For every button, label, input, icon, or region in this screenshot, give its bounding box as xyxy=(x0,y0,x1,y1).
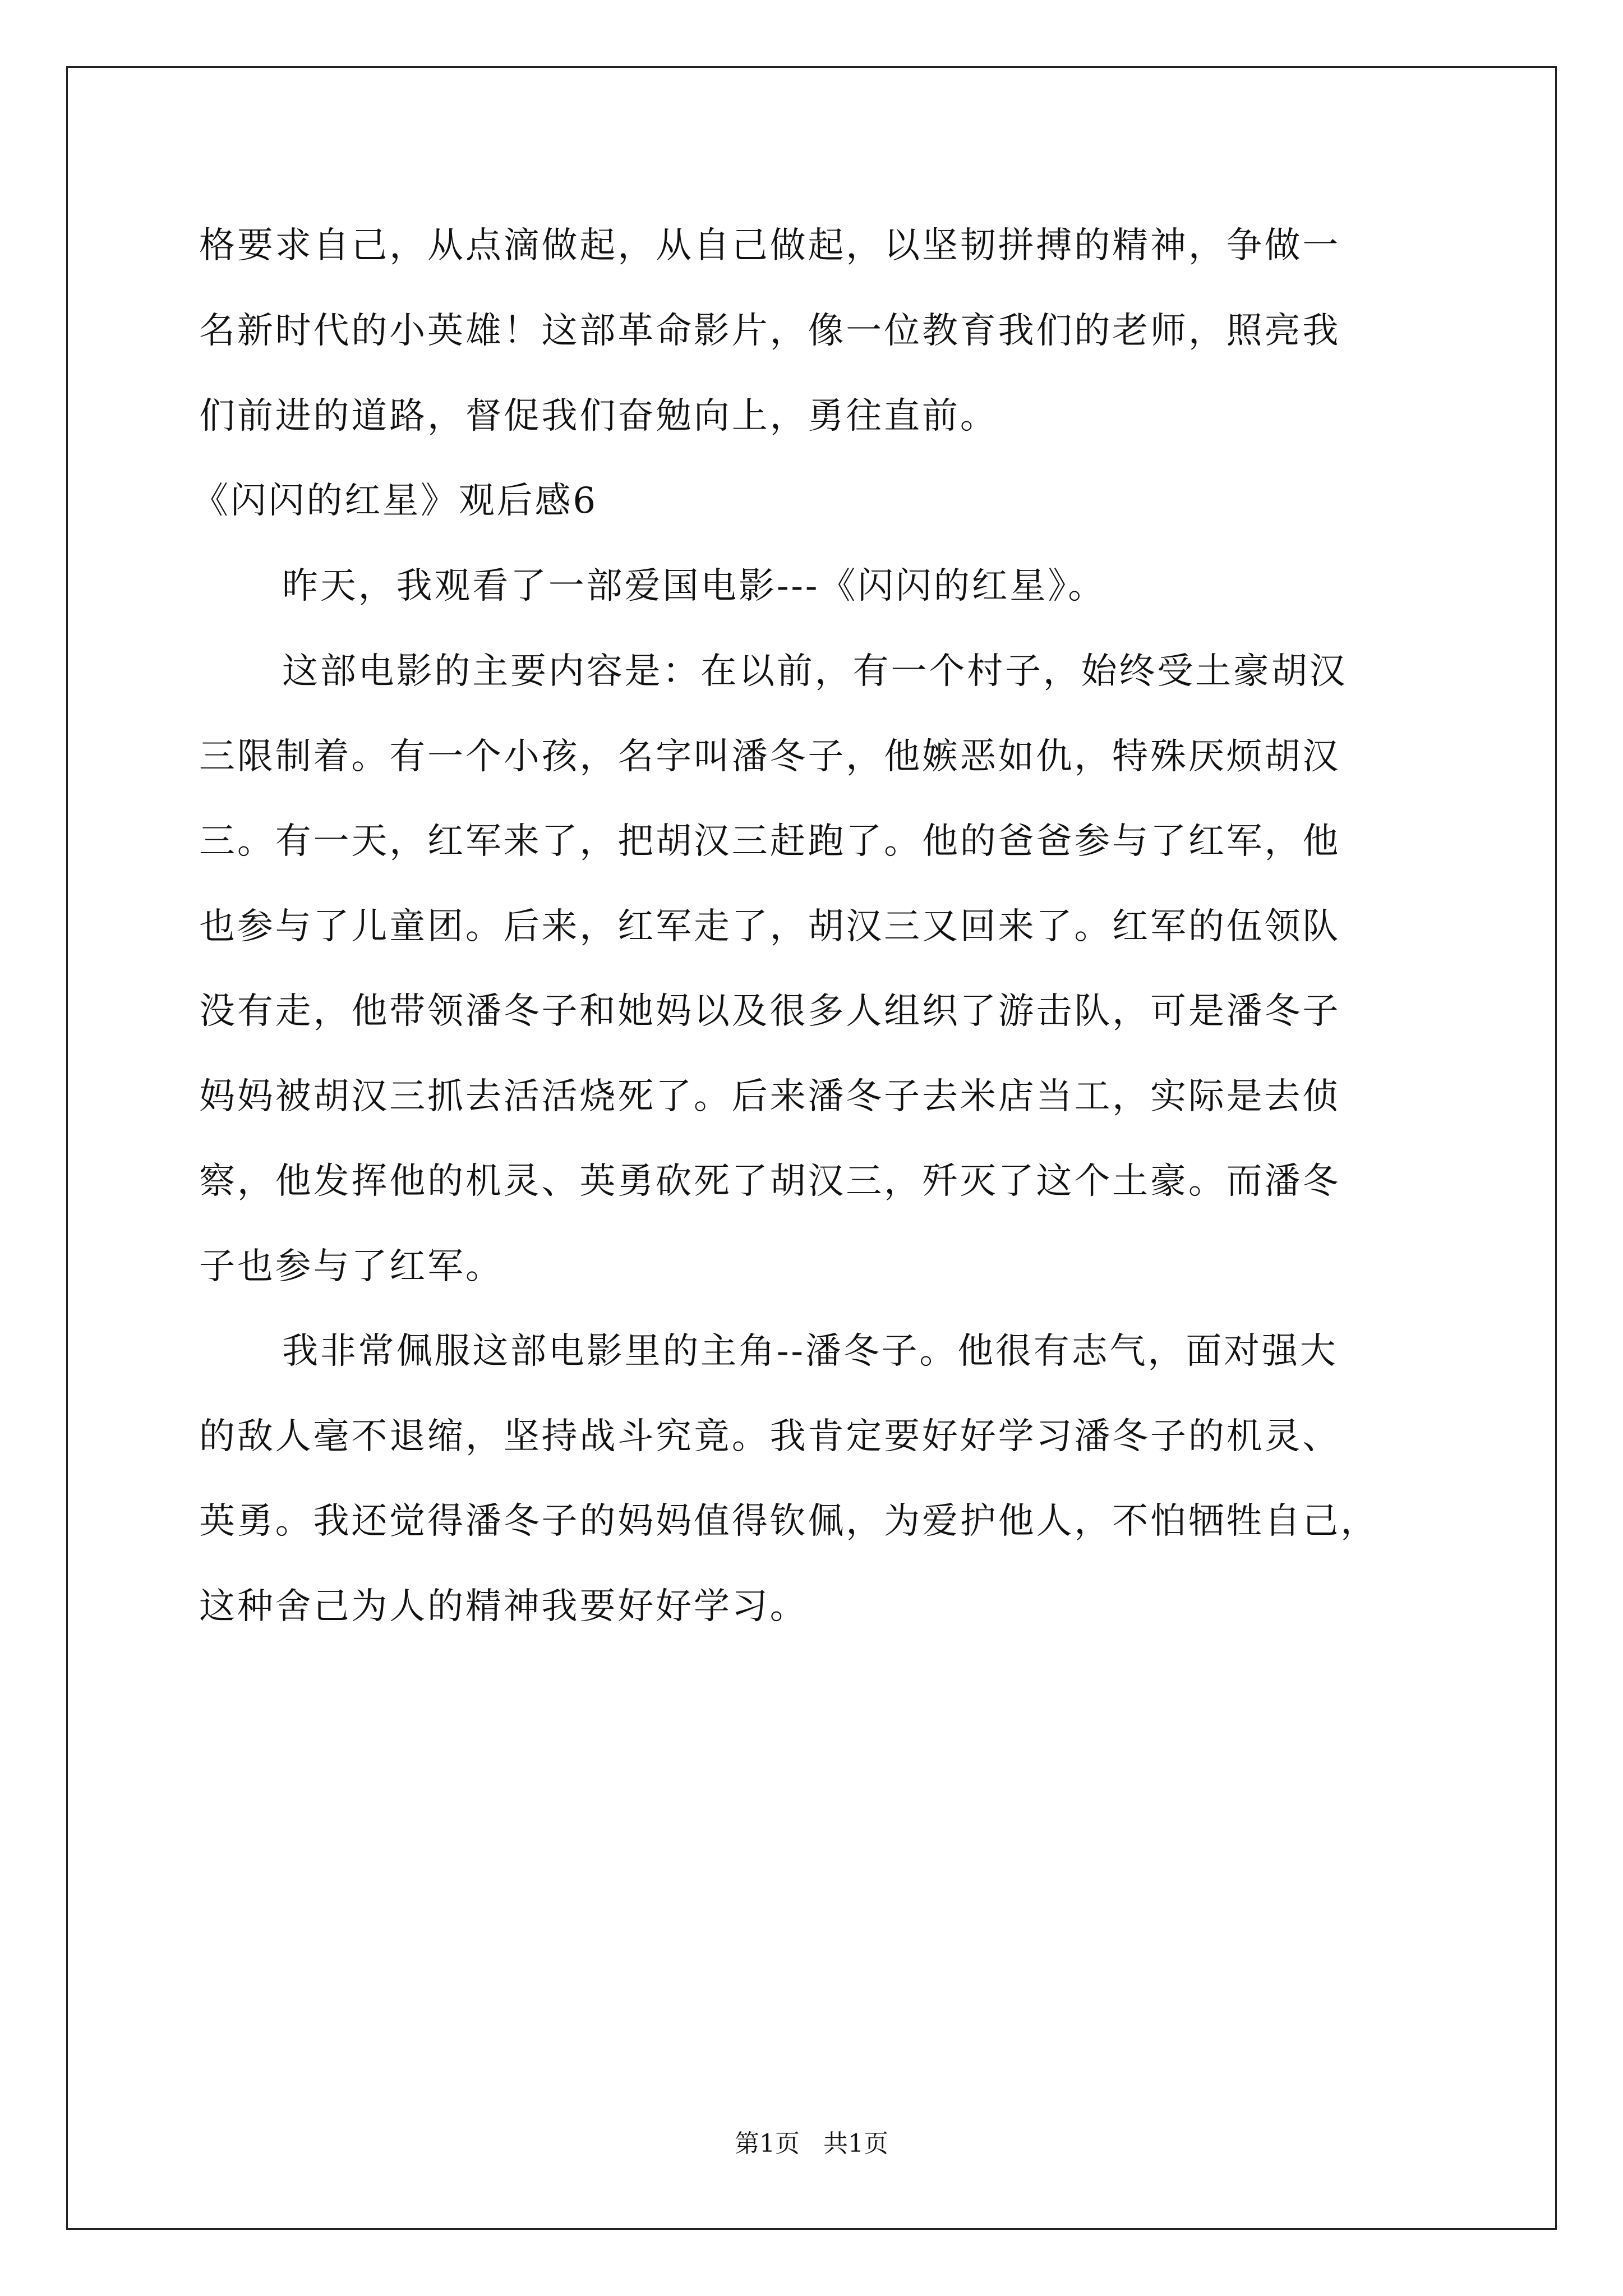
text-line: 三。有一天，红军来了，把胡汉三赶跑了。他的爸爸参与了红军，他 xyxy=(199,821,1341,862)
text-line: 没有走，他带领潘冬子和她妈以及很多人组织了游击队，可是潘冬子 xyxy=(199,991,1341,1032)
page-border xyxy=(66,66,1557,2230)
paragraph-first-line: 昨天，我观看了一部爱国电影---《闪闪的红星》。 xyxy=(282,565,1106,607)
text-line: 英勇。我还觉得潘冬子的妈妈值得钦佩，为爱护他人，不怕牺牲自己， xyxy=(199,1501,1379,1542)
text-line: 格要求自己，从点滴做起，从自己做起，以坚韧拼搏的精神，争做一 xyxy=(199,225,1341,266)
page-number-footer: 第1页 共1页 xyxy=(735,2129,888,2158)
text-line: 子也参与了红军。 xyxy=(199,1246,504,1287)
text-line: 也参与了儿童团。后来，红军走了，胡汉三又回来了。红军的伍领队 xyxy=(199,906,1341,947)
text-line: 察，他发挥他的机灵、英勇砍死了胡汉三，歼灭了这个土豪。而潘冬 xyxy=(199,1161,1341,1202)
paragraph-first-line: 我非常佩服这部电影里的主角--潘冬子。他很有志气，面对强大 xyxy=(282,1331,1338,1372)
text-line: 们前进的道路，督促我们奋勉向上，勇往直前。 xyxy=(199,395,998,437)
text-line: 这种舍己为人的精神我要好好学习。 xyxy=(199,1586,808,1627)
text-line: 妈妈被胡汉三抓去活活烧死了。后来潘冬子去米店当工，实际是去侦 xyxy=(199,1076,1341,1117)
section-heading: 《闪闪的红星》观后感6 xyxy=(192,480,598,522)
text-line: 三限制着。有一个小孩，名字叫潘冬子，他嫉恶如仇，特殊厌烦胡汉 xyxy=(199,736,1341,777)
text-line: 的敌人毫不退缩，坚持战斗究竟。我肯定要好好学习潘冬子的机灵、 xyxy=(199,1416,1341,1457)
paragraph-first-line: 这部电影的主要内容是：在以前，有一个村子，始终受土豪胡汉 xyxy=(282,651,1348,692)
text-line: 名新时代的小英雄！这部革命影片，像一位教育我们的老师，照亮我 xyxy=(199,310,1341,352)
